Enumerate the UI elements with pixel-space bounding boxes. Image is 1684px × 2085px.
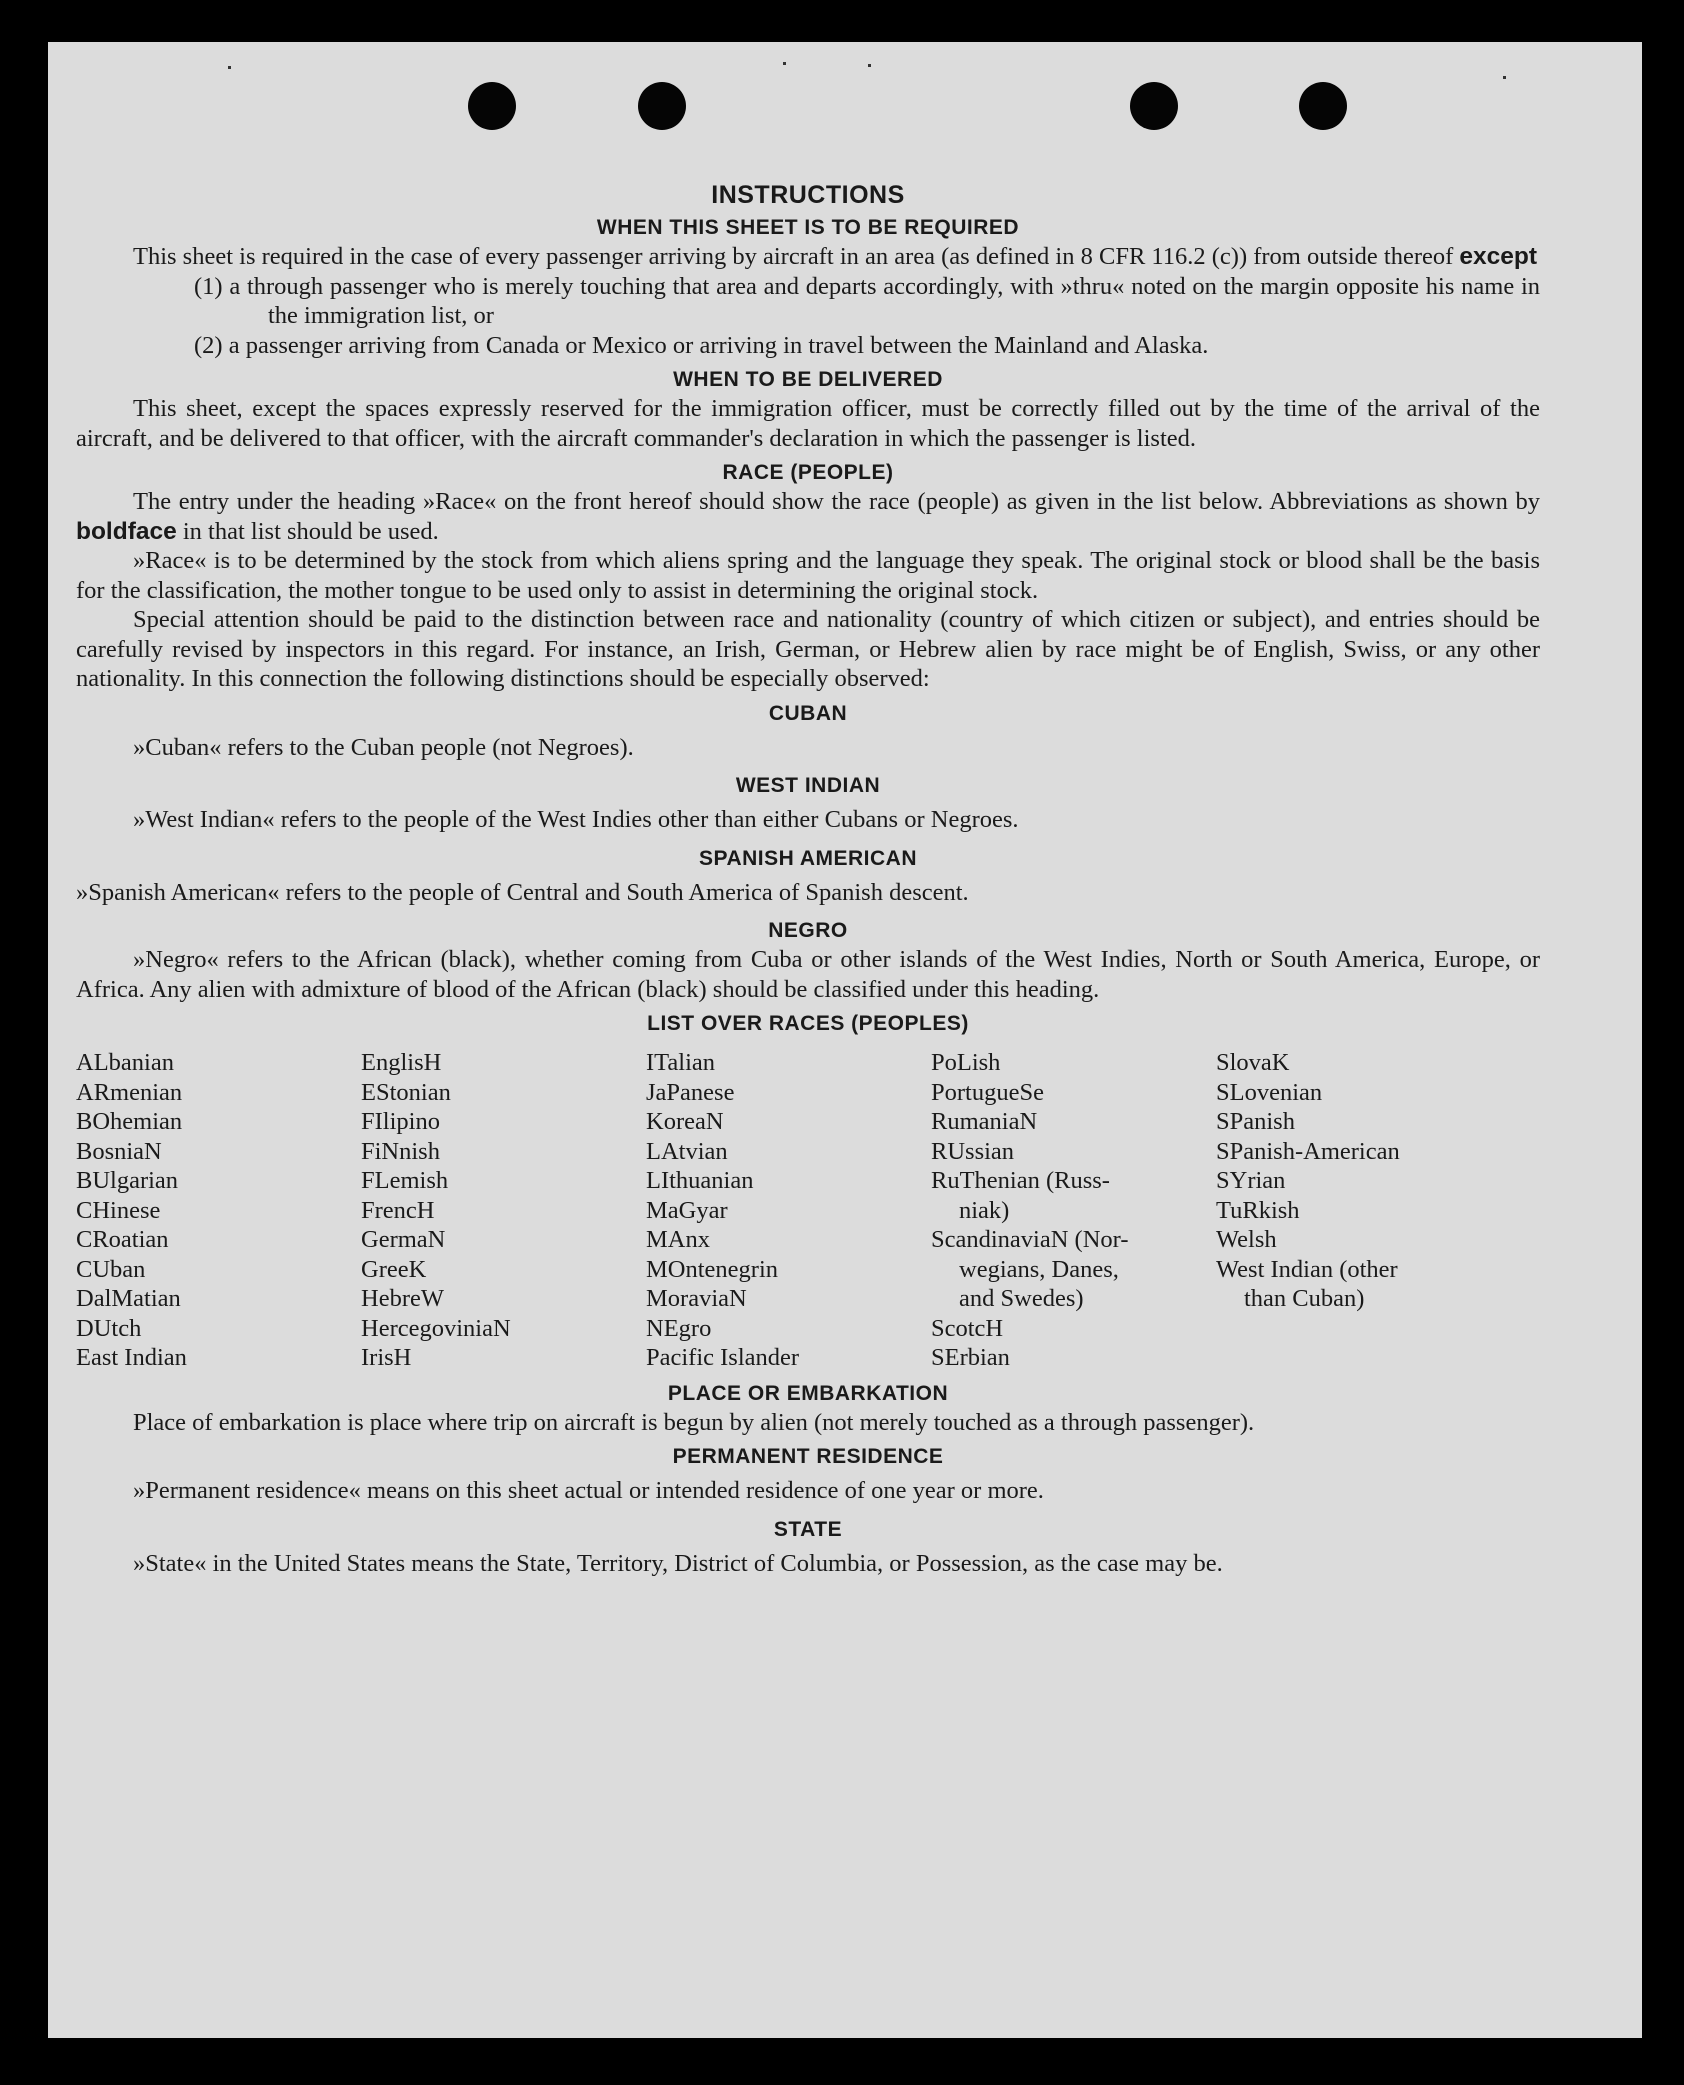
race-entry: CRoatian [76,1226,169,1253]
race-entry: NEgro [646,1314,712,1342]
race-column-5 [1216,1048,1501,1373]
race-entry: CHinese [76,1196,161,1224]
race-entry: West Indian (other [1216,1255,1398,1283]
race-entry: East Indian [76,1344,187,1371]
race-entry: HercegoviniaN [361,1314,511,1342]
document-sheet [48,42,1642,2038]
spanish-american-text: »Spanish American« refers to the people of Central and South America of Spanish descent. [76,878,969,906]
section-heading-negro: NEGRO [768,919,848,942]
race-entry: EStonian [361,1078,451,1106]
race-entry: HebreW [361,1285,444,1312]
race-entry: EnglisH [361,1049,442,1076]
race-entry: ITalian [646,1049,716,1076]
section-heading-cuban: CUBAN [768,701,848,725]
race-entry: GreeK [361,1255,427,1283]
race-entry: JaPanese [646,1078,735,1106]
punch-hole [638,82,686,130]
race-entry: SlovaK [1216,1049,1290,1076]
speck-mark [1503,76,1506,79]
race-entry: PoLish [931,1049,1001,1076]
race-entry: GermaN [361,1226,446,1253]
speck-mark [228,66,231,69]
state-text: »State« in the United States means the State, Territory, District of Columbia, or Possession, as the case may be. [133,1549,1223,1577]
race-entry: FiNnish [361,1137,440,1165]
section-heading-state: STATE [773,1517,843,1541]
race-column-3 [646,1048,931,1373]
race-p1-text: The entry under the heading »Race« on the front hereof should show the race (people) as given in the list below. Abbreviations as shown by [133,488,1540,515]
except-bold: except [1459,243,1538,270]
race-entry: FrencH [361,1196,435,1224]
race-entry: Pacific Islander [646,1344,800,1371]
residence-text: »Permanent residence« means on this sheet actual or intended residence of one year or more. [133,1477,1044,1504]
page-title: INSTRUCTIONS [711,181,905,209]
race-entry: LAtvian [646,1137,728,1165]
race-entry-continued: wegians, Danes, [959,1255,1119,1283]
race-entry: RUssian [931,1137,1015,1165]
race-entry-continued: than Cuban) [1244,1285,1365,1312]
section-heading-embarkation: PLACE OR EMBARKATION [667,1381,949,1405]
speck-mark [783,62,786,65]
race-entry: KoreaN [646,1108,724,1135]
race-p1-end: in that list should be used. [176,517,439,545]
race-entry: ARmenian [76,1078,183,1106]
race-entry: RumaniaN [931,1108,1038,1135]
race-entry: SPanish [1216,1108,1295,1135]
race-entry: SYrian [1216,1167,1286,1194]
when-delivered-text: This sheet, except the spaces expressly reserved for the immigration officer, must be correctly filled out by the time of the arrival of the aircraft, and be delivered to that officer, with the aircraft commander's declaration in which the passenger is listed. [76,395,1540,452]
race-entry: ScandinaviaN (Nor- [931,1226,1129,1253]
punch-hole [1299,82,1347,130]
when-required-intro [76,242,1540,272]
race-entry-continued: and Swedes) [959,1285,1084,1312]
race-entry: MAnx [646,1226,710,1253]
race-entry: ScotcH [931,1314,1004,1342]
race-list [76,1048,1540,1373]
race-entry: FIlipino [361,1108,440,1135]
section-heading-race-list: LIST OVER RACES (PEOPLES) [647,1012,969,1035]
race-entry: RuThenian (Russ- [931,1167,1110,1194]
race-entry: BOhemian [76,1108,183,1135]
exception-item-1: (1) a through passenger who is merely touching that area and departs accordingly, with »thru« noted on the margin opposite his name in the immigration list, or [194,272,1540,329]
race-entry: BosniaN [76,1137,162,1165]
race-entry: BUlgarian [76,1167,179,1194]
section-heading-west-indian: WEST INDIAN [735,774,881,797]
section-heading-when-delivered: WHEN TO BE DELIVERED [673,368,943,391]
race-entry: SPanish-American [1216,1137,1400,1165]
race-entry: CUban [76,1255,146,1283]
boldface-word: boldface [76,517,177,545]
section-heading-race: RACE (PEOPLE) [722,461,894,484]
section-heading-when-required: WHEN THIS SHEET IS TO BE REQUIRED [596,216,1020,239]
race-column-2 [361,1048,646,1373]
race-entry: DUtch [76,1314,142,1342]
punch-hole [1130,82,1178,130]
race-column-4 [931,1048,1216,1373]
race-entry: FLemish [361,1167,449,1194]
race-entry-continued: niak) [959,1196,1010,1224]
race-entry: LIthuanian [646,1167,754,1194]
negro-text: »Negro« refers to the African (black), whether coming from Cuba or other islands of the West Indies, North or South America, Europe, or Africa. Any alien with admixture of blood of the African (black) should be classified under this heading. [76,946,1540,1003]
race-entry: DalMatian [76,1285,181,1312]
race-entry: MOntenegrin [646,1255,778,1283]
section-heading-spanish-american: SPANISH AMERICAN [698,846,917,870]
intro-text: This sheet is required in the case of every passenger arriving by aircraft in an area (as defined in 8 CFR 116.2 (c)) from outside thereof [133,243,1460,270]
embarkation-text: Place of embarkation is place where trip on aircraft is begun by alien (not merely touched as a through passenger). [133,1408,1255,1436]
instructions-content [76,177,1540,1578]
race-paragraph-1 [76,487,1540,546]
race-column-1 [76,1048,361,1373]
race-entry: IrisH [361,1344,412,1371]
cuban-text: »Cuban« refers to the Cuban people (not Negroes). [133,733,634,761]
exception-item-2: (2) a passenger arriving from Canada or Mexico or arriving in travel between the Mainland and Alaska. [194,331,1209,359]
punch-hole [468,82,516,130]
race-entry: ALbanian [76,1049,174,1076]
race-paragraph-3: Special attention should be paid to the distinction between race and nationality (country of which citizen or subject), and entries should be carefully revised by inspectors in this regard. For instance, an Irish, German, or Hebrew alien by race might be of English, Swiss, or any other nationality. In this connection the following distinctions should be especially observed: [76,606,1540,692]
race-entry: SErbian [931,1344,1010,1371]
race-entry: MoraviaN [646,1285,747,1312]
race-entry: SLovenian [1216,1078,1323,1106]
race-entry: MaGyar [646,1196,728,1224]
race-paragraph-2: »Race« is to be determined by the stock from which aliens spring and the language they speak. The original stock or blood shall be the basis for the classification, the mother tongue to be used only to assist in determining the original stock. [76,547,1540,604]
west-indian-text: »West Indian« refers to the people of the West Indies other than either Cubans or Negroes. [133,806,1019,833]
speck-mark [868,64,871,67]
race-entry: PortugueSe [931,1078,1044,1106]
race-entry: TuRkish [1216,1196,1300,1224]
section-heading-residence: PERMANENT RESIDENCE [672,1445,944,1468]
race-entry: Welsh [1216,1226,1277,1253]
